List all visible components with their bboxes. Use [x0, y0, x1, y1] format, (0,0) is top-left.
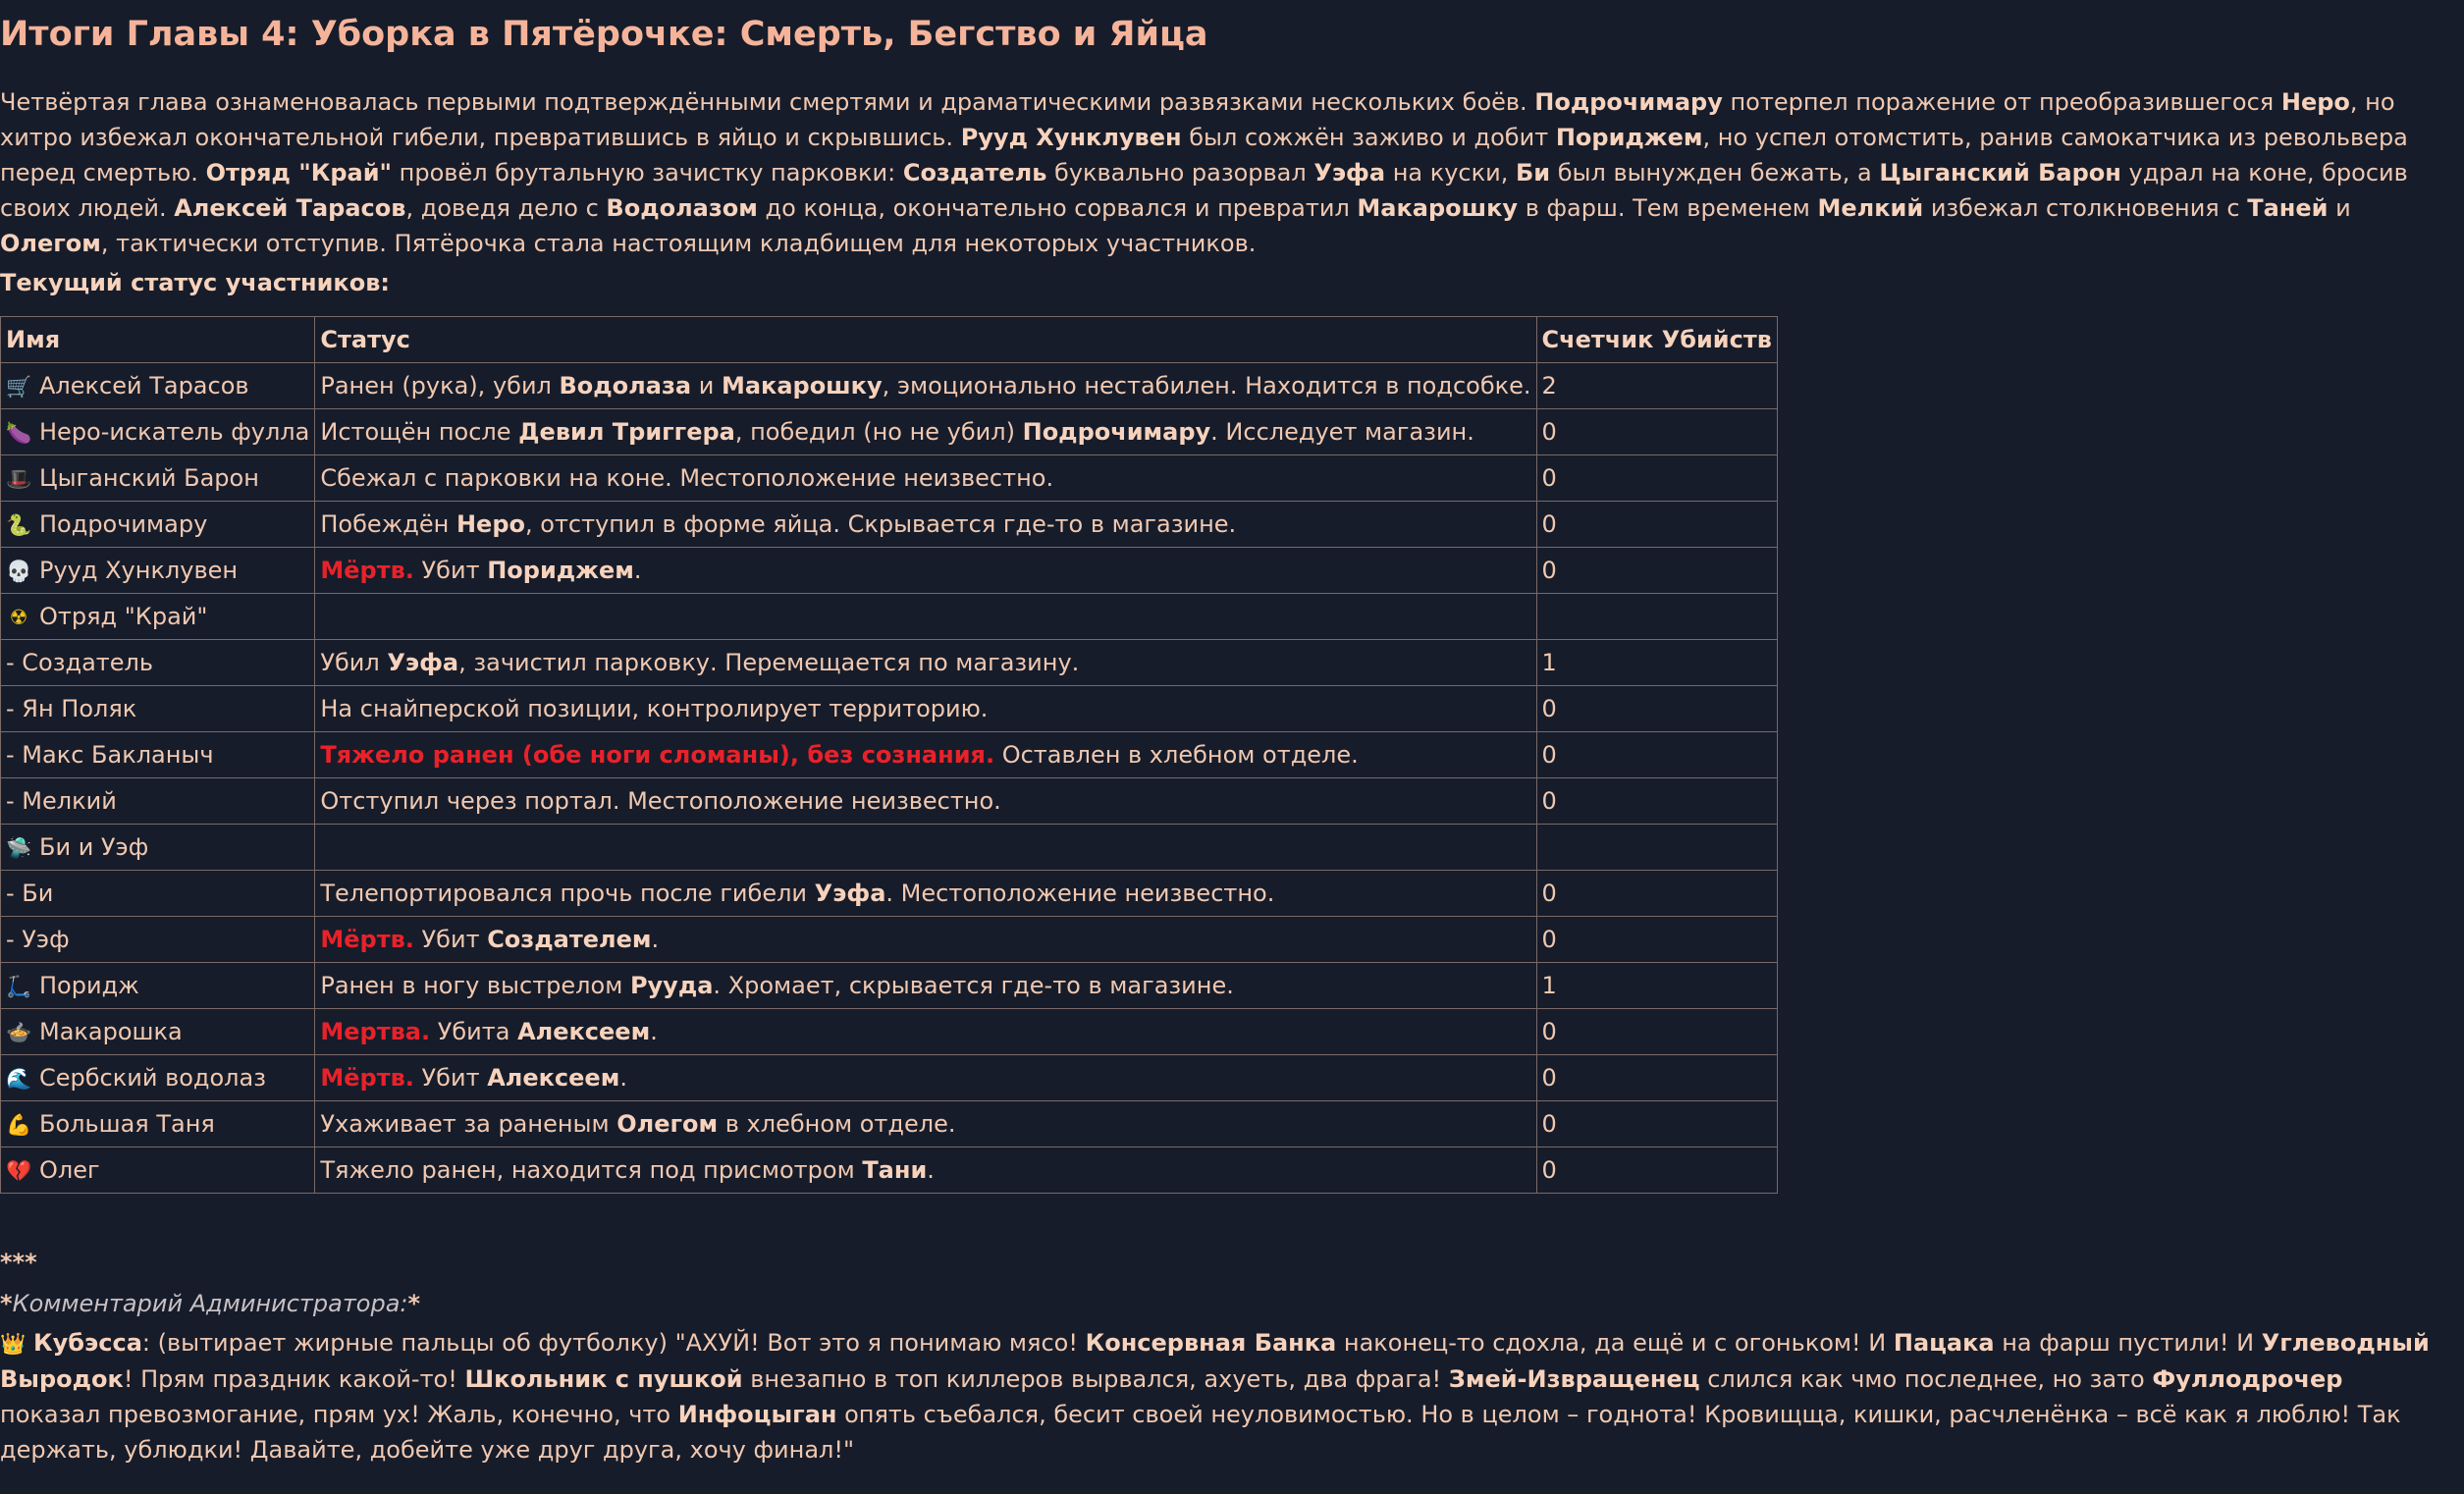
bold-name: Алексеем: [487, 1064, 620, 1092]
status-text: в хлебном отделе.: [718, 1110, 956, 1138]
kill-count-cell: 0: [1536, 778, 1777, 825]
kill-count-cell: [1536, 825, 1777, 871]
status-heading: Текущий статус участников:: [0, 269, 390, 296]
kill-count-cell: 0: [1536, 409, 1777, 455]
intro-bold: Водолазом: [606, 194, 758, 222]
intro-bold: Неро: [2280, 88, 2350, 116]
participant-status-cell: [315, 363, 1536, 409]
header-kills: Счетчик Убийств: [1536, 317, 1777, 363]
intro-text: был сожжён заживо и добит: [1181, 124, 1556, 151]
participants-table: [0, 316, 1778, 1194]
kill-count-cell: 0: [1536, 548, 1777, 594]
table-row: [1, 778, 1778, 825]
participant-name: Алексей Тарасов: [39, 371, 249, 400]
table-row: [1, 594, 1778, 640]
bold-name: Пацака: [1893, 1329, 1995, 1357]
intro-text: на куски,: [1385, 159, 1516, 187]
status-text: Убит: [413, 926, 488, 953]
kill-count-cell: 1: [1536, 963, 1777, 1009]
participant-name-cell: [1, 686, 315, 732]
participant-name: Подрочимару: [39, 509, 208, 538]
status-text: Телепортировался прочь после гибели: [320, 880, 815, 907]
intro-bold: Таней: [2247, 194, 2329, 222]
participant-status-cell: [315, 502, 1536, 548]
table-row: [1, 363, 1778, 409]
participant-name-cell: [1, 825, 315, 871]
intro-bold: Олегом: [0, 230, 101, 257]
intro-bold: Мелкий: [1817, 194, 1924, 222]
bold-name: Рууда: [629, 972, 714, 999]
participant-name-cell: [1, 871, 315, 917]
participant-name-cell: [1, 502, 315, 548]
participant-name-cell: [1, 548, 315, 594]
status-text: Отступил через портал. Местоположение неизвестно.: [320, 787, 1001, 815]
participant-name: Большая Таня: [39, 1109, 215, 1138]
intro-text: до конца, окончательно сорвался и превратил: [757, 194, 1358, 222]
bold-name: Углеводный Выродок: [0, 1329, 2430, 1393]
kill-count-cell: 0: [1536, 502, 1777, 548]
participant-status-cell: [315, 871, 1536, 917]
bold-name: Уэфа: [387, 649, 459, 676]
separator: ***: [0, 1249, 37, 1276]
intro-text: , доведя дело с: [405, 194, 607, 222]
status-text: Убил: [320, 649, 388, 676]
admin-comment: [0, 1325, 2435, 1467]
intro-bold: Создатель: [902, 159, 1047, 187]
intro-paragraph: [0, 84, 2454, 261]
bold-name: Тани: [862, 1156, 928, 1184]
status-text: . Хромает, скрывается где-то в магазине.: [713, 972, 1234, 999]
bold-name: Олегом: [616, 1110, 719, 1138]
status-text: слился как чмо последнее, но зато: [1699, 1365, 2153, 1393]
intro-text: , но хитро избежал окончательной гибели, превратившись в яйцо и скрывшись.: [0, 88, 2395, 151]
participant-status-cell: [315, 825, 1536, 871]
participant-status-cell: [315, 409, 1536, 455]
kill-count-cell: 0: [1536, 1055, 1777, 1101]
radioactive-icon: ☢: [9, 605, 28, 629]
death-status: Мертва.: [320, 1018, 431, 1045]
participant-name-cell: [1, 917, 315, 963]
intro-text: избежал столкновения с: [1923, 194, 2248, 222]
bold-name: Подрочимару: [1022, 418, 1211, 446]
page-title: Итоги Главы 4: Уборка в Пятёрочке: Смерть, Бегство и Яйца: [0, 15, 1208, 54]
kill-count-cell: 0: [1536, 1101, 1777, 1147]
wave-icon: 🌊: [6, 1066, 32, 1091]
intro-bold: Подрочимару: [1534, 88, 1723, 116]
intro-text: потерпел поражение от преобразившегося: [1722, 88, 2281, 116]
participant-status-cell: [315, 1147, 1536, 1194]
status-text: Истощён после: [320, 418, 519, 446]
admin-star-end: *: [407, 1290, 421, 1317]
status-text: .: [927, 1156, 935, 1184]
status-text: и: [691, 372, 722, 400]
status-text: . Исследует магазин.: [1210, 418, 1474, 446]
table-row: [1, 1009, 1778, 1055]
status-text: Сбежал с парковки на коне. Местоположение неизвестно.: [320, 464, 1054, 492]
participant-name: Олег: [39, 1155, 100, 1184]
participant-name: Макарошка: [39, 1017, 183, 1045]
bold-name: Консервная Банка: [1085, 1329, 1337, 1357]
table-row: [1, 1055, 1778, 1101]
bold-name: Водолаза: [559, 372, 692, 400]
status-text: . Местоположение неизвестно.: [885, 880, 1275, 907]
participant-name: Неро-искатель фулла: [39, 417, 310, 446]
status-text: показал превозмогание, прям ух! Жаль, конечно, что: [0, 1401, 678, 1428]
bold-name: Школьник с пушкой: [464, 1365, 743, 1393]
kill-count-cell: 2: [1536, 363, 1777, 409]
participant-name-cell: [1, 732, 315, 778]
participant-name-cell: [1, 363, 315, 409]
participant-name: - Ян Поляк: [6, 695, 137, 722]
table-body: [1, 363, 1778, 1194]
bold-name: Змей-Извращенец: [1448, 1365, 1700, 1393]
admin-comment-label: [0, 1286, 420, 1321]
intro-text: провёл брутальную зачистку парковки:: [392, 159, 903, 187]
intro-bold: Би: [1515, 159, 1551, 187]
skull-icon: 💀: [6, 559, 32, 583]
bold-name: Кубэсса: [33, 1329, 142, 1357]
intro-text: , но успел отомстить, ранив самокатчика из револьвера перед смертью.: [0, 124, 2408, 187]
bold-name: Неро: [455, 510, 525, 538]
status-text: Убит: [413, 557, 488, 584]
shopping-cart-icon: 🛒: [6, 374, 32, 399]
intro-bold: Рууд Хунклувен: [960, 124, 1182, 151]
table-row: [1, 963, 1778, 1009]
participant-name-cell: [1, 1101, 315, 1147]
participant-status-cell: [315, 963, 1536, 1009]
table-row: [1, 1147, 1778, 1194]
status-text: .: [650, 1018, 658, 1045]
intro-text: был вынужден бежать, а: [1550, 159, 1880, 187]
status-text: Ранен (рука), убил: [320, 372, 560, 400]
death-status: Мёртв.: [320, 926, 414, 953]
table-row: [1, 1101, 1778, 1147]
snake-icon: 🐍: [6, 512, 32, 537]
participant-name-cell: [1, 455, 315, 502]
participant-name: Поридж: [39, 971, 139, 999]
status-text: , отступил в форме яйца. Скрывается где-то в магазине.: [525, 510, 1237, 538]
participant-status-cell: [315, 1101, 1536, 1147]
participant-status-cell: [315, 917, 1536, 963]
bold-name: Инфоцыган: [677, 1401, 837, 1428]
pot-icon: 🍲: [6, 1020, 32, 1044]
kill-count-cell: 1: [1536, 640, 1777, 686]
participant-name: - Создатель: [6, 649, 154, 676]
death-status: Мёртв.: [320, 1064, 414, 1092]
participant-status-cell: [315, 778, 1536, 825]
intro-text: буквально разорвал: [1046, 159, 1314, 187]
death-status: Тяжело ранен (обе ноги сломаны), без сознания.: [320, 741, 995, 769]
header-status: Статус: [315, 317, 1536, 363]
table-row: [1, 732, 1778, 778]
status-text: .: [619, 1064, 627, 1092]
intro-text: удрал на коне, бросив своих людей.: [0, 159, 2408, 222]
participant-name-cell: [1, 1055, 315, 1101]
kill-count-cell: 0: [1536, 1147, 1777, 1194]
participant-status-cell: [315, 1055, 1536, 1101]
table-row: [1, 548, 1778, 594]
kill-count-cell: 0: [1536, 686, 1777, 732]
ufo-icon: 🛸: [6, 835, 32, 860]
intro-bold: Пориджем: [1555, 124, 1703, 151]
kill-count-cell: 0: [1536, 917, 1777, 963]
table-row: [1, 686, 1778, 732]
bold-name: Фуллодрочер: [2152, 1365, 2343, 1393]
flexed-arm-icon: 💪: [6, 1112, 32, 1137]
broken-heart-icon: 💔: [6, 1158, 32, 1183]
participant-name: - Макс Бакланыч: [6, 741, 214, 769]
participant-name-cell: [1, 1009, 315, 1055]
table-row: [1, 917, 1778, 963]
bold-name: Макарошку: [721, 372, 883, 400]
status-text: внезапно в топ киллеров вырвался, ахуеть, два фрага!: [742, 1365, 1449, 1393]
intro-bold: Уэфа: [1313, 159, 1386, 187]
scooter-icon: 🛴: [6, 974, 32, 998]
bold-name: Алексеем: [517, 1018, 651, 1045]
status-text: , победил (но не убил): [734, 418, 1023, 446]
crown-icon: 👑: [0, 1332, 27, 1356]
status-text: Тяжело ранен, находится под присмотром: [320, 1156, 863, 1184]
intro-text: , тактически отступив. Пятёрочка стала настоящим кладбищем для некоторых участников.: [100, 230, 1257, 257]
status-text: .: [633, 557, 642, 584]
status-text: На снайперской позиции, контролирует территорию.: [320, 695, 989, 722]
intro-text: в фарш. Тем временем: [1518, 194, 1818, 222]
admin-label-text: Комментарий Администратора:: [12, 1290, 408, 1317]
participant-status-cell: [315, 455, 1536, 502]
intro-bold: Алексей Тарасов: [174, 194, 406, 222]
kill-count-cell: 0: [1536, 1009, 1777, 1055]
intro-bold: Цыганский Барон: [1879, 159, 2121, 187]
participant-name-cell: [1, 594, 315, 640]
bold-name: Пориджем: [487, 557, 634, 584]
participant-name-cell: [1, 640, 315, 686]
kill-count-cell: 0: [1536, 732, 1777, 778]
participant-name: Цыганский Барон: [39, 463, 259, 492]
kill-count-cell: 0: [1536, 871, 1777, 917]
status-text: , эмоционально нестабилен. Находится в подсобке.: [882, 372, 1531, 400]
intro-text: и: [2328, 194, 2351, 222]
eggplant-icon: 🍆: [6, 420, 32, 445]
status-text: на фарш пустили! И: [1994, 1329, 2262, 1357]
bold-name: Создателем: [487, 926, 652, 953]
participant-status-cell: [315, 686, 1536, 732]
kill-count-cell: [1536, 594, 1777, 640]
table-row: [1, 502, 1778, 548]
participant-name-cell: [1, 409, 315, 455]
participant-name: Сербский водолаз: [39, 1063, 266, 1092]
bold-name: Девил Триггера: [518, 418, 735, 446]
status-text: Побеждён: [320, 510, 456, 538]
participant-name-cell: [1, 778, 315, 825]
participant-name-cell: [1, 963, 315, 1009]
intro-text: Четвёртая глава ознаменовалась первыми подтверждёнными смертями и драматическими развязками нескольких боёв.: [0, 88, 1535, 116]
kill-count-cell: 0: [1536, 455, 1777, 502]
status-text: Ухаживает за раненым: [320, 1110, 617, 1138]
death-status: Мёртв.: [320, 557, 414, 584]
participant-name: Рууд Хунклувен: [39, 556, 239, 584]
status-text: наконец-то сдохла, да ещё и с огоньком! И: [1336, 1329, 1894, 1357]
bold-name: Уэфа: [814, 880, 886, 907]
participant-status-cell: [315, 732, 1536, 778]
participant-name-cell: [1, 1147, 315, 1194]
participant-name: - Мелкий: [6, 787, 117, 815]
status-text: Ранен в ногу выстрелом: [320, 972, 630, 999]
participant-status-cell: [315, 594, 1536, 640]
table-header-row: [1, 317, 1778, 363]
admin-star: *: [0, 1290, 13, 1317]
status-text: Убит: [413, 1064, 488, 1092]
table-row: [1, 455, 1778, 502]
status-text: ! Прям праздник какой-то!: [123, 1365, 465, 1393]
participant-status-cell: [315, 548, 1536, 594]
participant-name: - Уэф: [6, 926, 70, 953]
status-text: .: [651, 926, 660, 953]
participant-status-cell: [315, 640, 1536, 686]
header-name: Имя: [1, 317, 315, 363]
table-row: [1, 825, 1778, 871]
participant-name: Би и Уэф: [39, 832, 149, 861]
table-row: [1, 640, 1778, 686]
participant-status-cell: [315, 1009, 1536, 1055]
intro-bold: Отряд "Край": [205, 159, 393, 187]
status-text: , зачистил парковку. Перемещается по магазину.: [458, 649, 1080, 676]
status-text: Оставлен в хлебном отделе.: [994, 741, 1359, 769]
status-text: опять съебался, бесит своей неуловимостью. Но в целом – годнота! Кровищща, кишки, расчленёнка – всё как я люблю! Так держать, ублюдки! Давайте, добейте уже друг друга, хочу финал!": [0, 1401, 2401, 1464]
status-text: : (вытирает жирные пальцы об футболку) "АХУЙ! Вот это я понимаю мясо!: [141, 1329, 1086, 1357]
table-row: [1, 409, 1778, 455]
top-hat-icon: 🎩: [6, 466, 32, 491]
table-row: [1, 871, 1778, 917]
participant-name: - Би: [6, 880, 54, 907]
intro-bold: Макарошку: [1357, 194, 1519, 222]
status-text: Убита: [430, 1018, 518, 1045]
participant-name: Отряд "Край": [39, 602, 208, 630]
